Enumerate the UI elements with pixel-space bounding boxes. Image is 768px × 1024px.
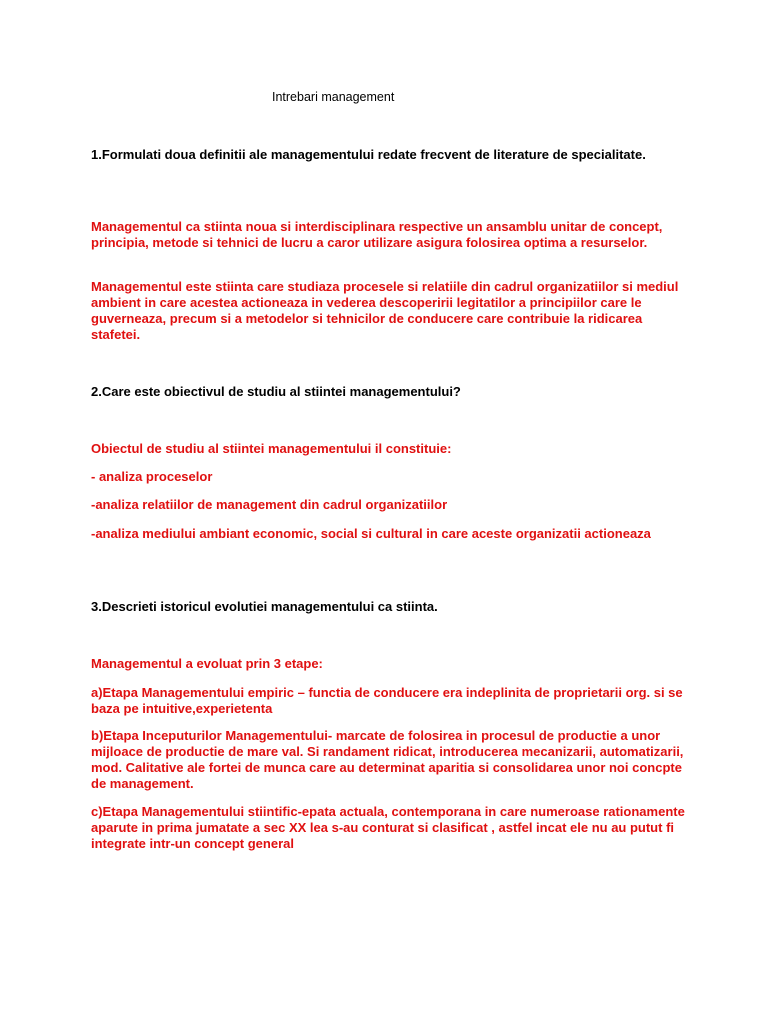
answer-3-stage-a: a)Etapa Managementului empiric – functia de conducere era indeplinita de proprietarii org. si se baza pe intuitive,experietenta (91, 685, 683, 716)
answer-3-intro: Managementul a evoluat prin 3 etape: (91, 656, 323, 671)
answer-2-item-3: -analiza mediului ambiant economic, social si cultural in care aceste organizatii actioneaza (91, 526, 651, 541)
answer-1-definition-1: Managementul ca stiinta noua si interdisciplinara respective un ansamblu unitar de concept, principia, metode si tehnici de lucru a caror utilizare asigura folosirea optima a resurselor. (91, 219, 663, 250)
question-1: 1.Formulati doua definitii ale managementului redate frecvent de literature de specialitate. (91, 147, 646, 162)
answer-3-stage-c: c)Etapa Managementului stiintific-epata actuala, contemporana in care numeroase rationamente aparute in prima jumatate a sec XX lea s-au conturat si clasificat , astfel incat ele nu au putut fi integrate intr-un concept general (91, 804, 685, 851)
question-3: 3.Descrieti istoricul evolutiei managementului ca stiinta. (91, 599, 438, 614)
answer-1-definition-2: Managementul este stiinta care studiaza procesele si relatiile din cadrul organizatiilor si mediul ambient in care acestea actioneaza in vederea descoperirii legitatilor a principiilor care le guverneaza, precum si a metodelor si tehnicilor de conducere care contribuie la ridicarea stafetei. (91, 279, 679, 342)
answer-3-stage-b: b)Etapa Inceputurilor Managementului- marcate de folosirea in procesul de productie a unor mijloace de productie de mare val. Si randament ridicat, introducerea mecanizarii, automatizarii, mod. Calitative ale fortei de munca care au determinat aparitia si consolidarea unor noi concpte de management. (91, 728, 684, 791)
answer-2-intro: Obiectul de studiu al stiintei managementului il constituie: (91, 441, 452, 456)
answer-2-item-2: -analiza relatiilor de management din cadrul organizatiilor (91, 497, 448, 512)
document-title: Intrebari management (272, 90, 395, 104)
answer-2-item-1: - analiza proceselor (91, 469, 213, 484)
question-2: 2.Care este obiectivul de studiu al stiintei managementului? (91, 384, 461, 399)
